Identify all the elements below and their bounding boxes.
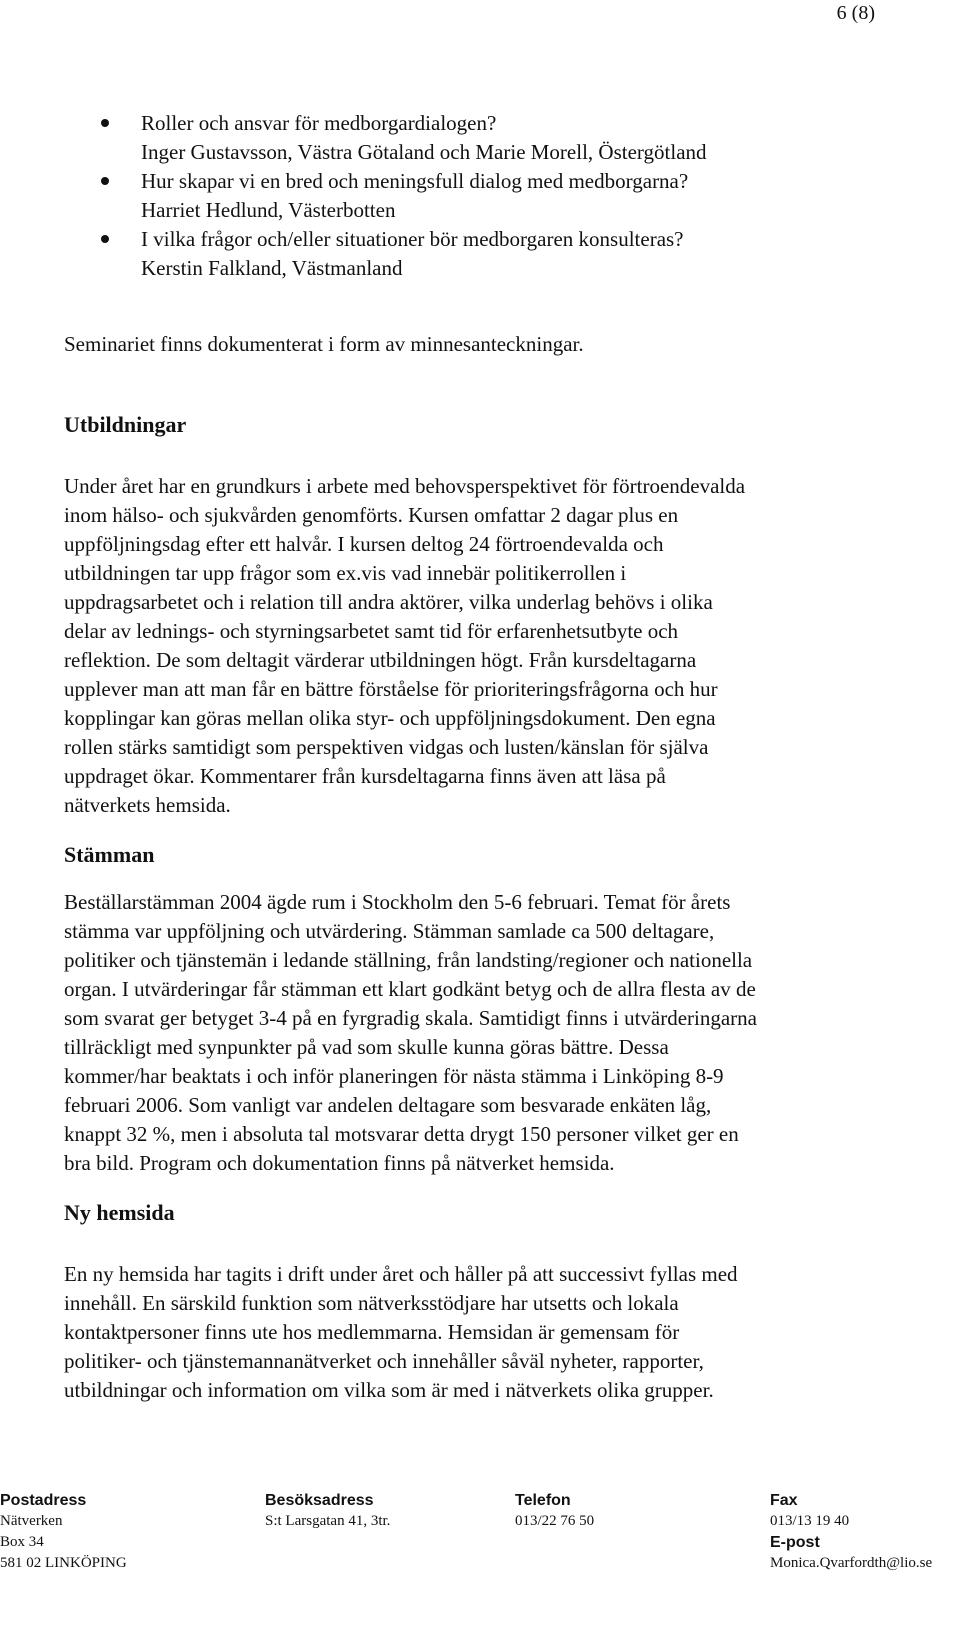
footer-label: E-post	[770, 1534, 820, 1551]
topic-speaker: Harriet Hedlund, Västerbotten	[141, 198, 396, 222]
text-line: politiker- och tjänstemannanätverket och innehåller såväl nyheter, rapporter,	[64, 1349, 704, 1373]
text-line: Under året har en grundkurs i arbete med behovsperspektivet för förtroendevalda	[64, 474, 746, 498]
footer-value: Box 34	[0, 1534, 44, 1550]
text-line: stämma var uppföljning och utvärdering. Stämman samlade ca 500 deltagare,	[64, 919, 715, 943]
text-line: Seminariet finns dokumenterat i form av minnesanteckningar.	[64, 332, 584, 356]
seminar-topics-list	[64, 109, 924, 283]
footer-besoksadress	[265, 1490, 390, 1532]
topic-title: I vilka frågor och/eller situationer bör medborgaren konsulteras?	[141, 227, 684, 251]
text-line: upplever man att man får en bättre förståelse för prioriteringsfrågorna och hur	[64, 677, 718, 701]
text-line: politiker och tjänstemän i ledande ställning, från landsting/regioner och nationella	[64, 948, 753, 972]
text-line: kontaktpersoner finns ute hos medlemmarna. Hemsidan är gemensam för	[64, 1320, 680, 1344]
text-line: inom hälso- och sjukvården genomförts. Kursen omfattar 2 dagar plus en	[64, 503, 679, 527]
paragraph-ny-hemsida	[64, 1260, 914, 1405]
text-line: rollen stärks samtidigt som perspektiven vidgas och lusten/känslan för själva	[64, 735, 709, 759]
footer-email[interactable]: Monica.Qvarfordth@lio.se	[770, 1555, 933, 1571]
text-line: uppdragsarbetet och i relation till andra aktörer, vilka underlag behövs i olika	[64, 590, 713, 614]
footer-value: 013/22 76 50	[515, 1513, 595, 1529]
topic-title: Roller och ansvar för medborgardialogen?	[141, 111, 497, 135]
text-line: nätverkets hemsida.	[64, 793, 231, 817]
bullet-icon	[101, 177, 109, 185]
text-line: som svarat ger betyget 3-4 på en fyrgradig skala. Samtidigt finns i utvärderingarna	[64, 1006, 757, 1030]
footer-value: S:t Larsgatan 41, 3tr.	[265, 1513, 391, 1529]
footer-postadress	[0, 1490, 127, 1574]
seminar-note	[64, 330, 914, 359]
footer-telefon	[515, 1490, 594, 1532]
list-item	[64, 109, 924, 167]
paragraph-stamman	[64, 888, 914, 1178]
paragraph-utbildningar	[64, 472, 914, 820]
text-line: knappt 32 %, men i absoluta tal motsvarar detta drygt 150 personer vilket ger en	[64, 1122, 739, 1146]
list-item	[64, 225, 924, 283]
text-line: organ. I utvärderingar får stämman ett klart godkänt betyg och de allra flesta av de	[64, 977, 756, 1001]
footer-value: 581 02 LINKÖPING	[0, 1555, 127, 1571]
topic-title: Hur skapar vi en bred och meningsfull dialog med medborgarna?	[141, 169, 689, 193]
footer-label: Fax	[770, 1492, 798, 1509]
text-line: utbildningar och information om vilka som är med i nätverkets olika grupper.	[64, 1378, 714, 1402]
heading-stamman: Stämman	[64, 842, 155, 867]
text-line: februari 2006. Som vanligt var andelen deltagare som besvarade enkäten låg,	[64, 1093, 712, 1117]
text-line: Beställarstämman 2004 ägde rum i Stockholm den 5-6 februari. Temat för årets	[64, 890, 731, 914]
bullet-icon	[101, 119, 109, 127]
text-line: reflektion. De som deltagit värderar utbildningen högt. Från kursdeltagarna	[64, 648, 697, 672]
topic-speaker: Kerstin Falkland, Västmanland	[141, 256, 403, 280]
footer-label: Telefon	[515, 1492, 571, 1509]
footer-label: Besöksadress	[265, 1492, 374, 1509]
text-line: delar av lednings- och styrningsarbetet samt tid för erfarenhetsutbyte och	[64, 619, 679, 643]
text-line: En ny hemsida har tagits i drift under året och håller på att successivt fyllas med	[64, 1262, 738, 1286]
text-line: utbildningen tar upp frågor som ex.vis vad innebär politikerrollen i	[64, 561, 627, 585]
text-line: kommer/har beaktats i och inför planeringen för nästa stämma i Linköping 8-9	[64, 1064, 724, 1088]
footer-value: 013/13 19 40	[770, 1513, 850, 1529]
text-line: innehåll. En särskild funktion som nätverksstödjare har utsetts och lokala	[64, 1291, 679, 1315]
topic-speaker: Inger Gustavsson, Västra Götaland och Marie Morell, Östergötland	[141, 140, 707, 164]
text-line: kopplingar kan göras mellan olika styr- och uppföljningsdokument. Den egna	[64, 706, 716, 730]
text-line: bra bild. Program och dokumentation finns på nätverket hemsida.	[64, 1151, 615, 1175]
footer-value: Nätverken	[0, 1513, 63, 1529]
text-line: uppdraget ökar. Kommentarer från kursdeltagarna finns även att läsa på	[64, 764, 666, 788]
footer-label: Postadress	[0, 1492, 87, 1509]
list-item	[64, 167, 924, 225]
page-number: 6 (8)	[836, 2, 875, 24]
footer-fax-epost	[770, 1490, 932, 1574]
heading-utbildningar: Utbildningar	[64, 412, 187, 437]
bullet-icon	[101, 235, 109, 243]
heading-ny-hemsida: Ny hemsida	[64, 1200, 175, 1225]
text-line: uppföljningsdag efter ett halvår. I kursen deltog 24 förtroendevalda och	[64, 532, 664, 556]
text-line: tillräckligt med synpunkter på vad som skulle kunna göras bättre. Dessa	[64, 1035, 669, 1059]
